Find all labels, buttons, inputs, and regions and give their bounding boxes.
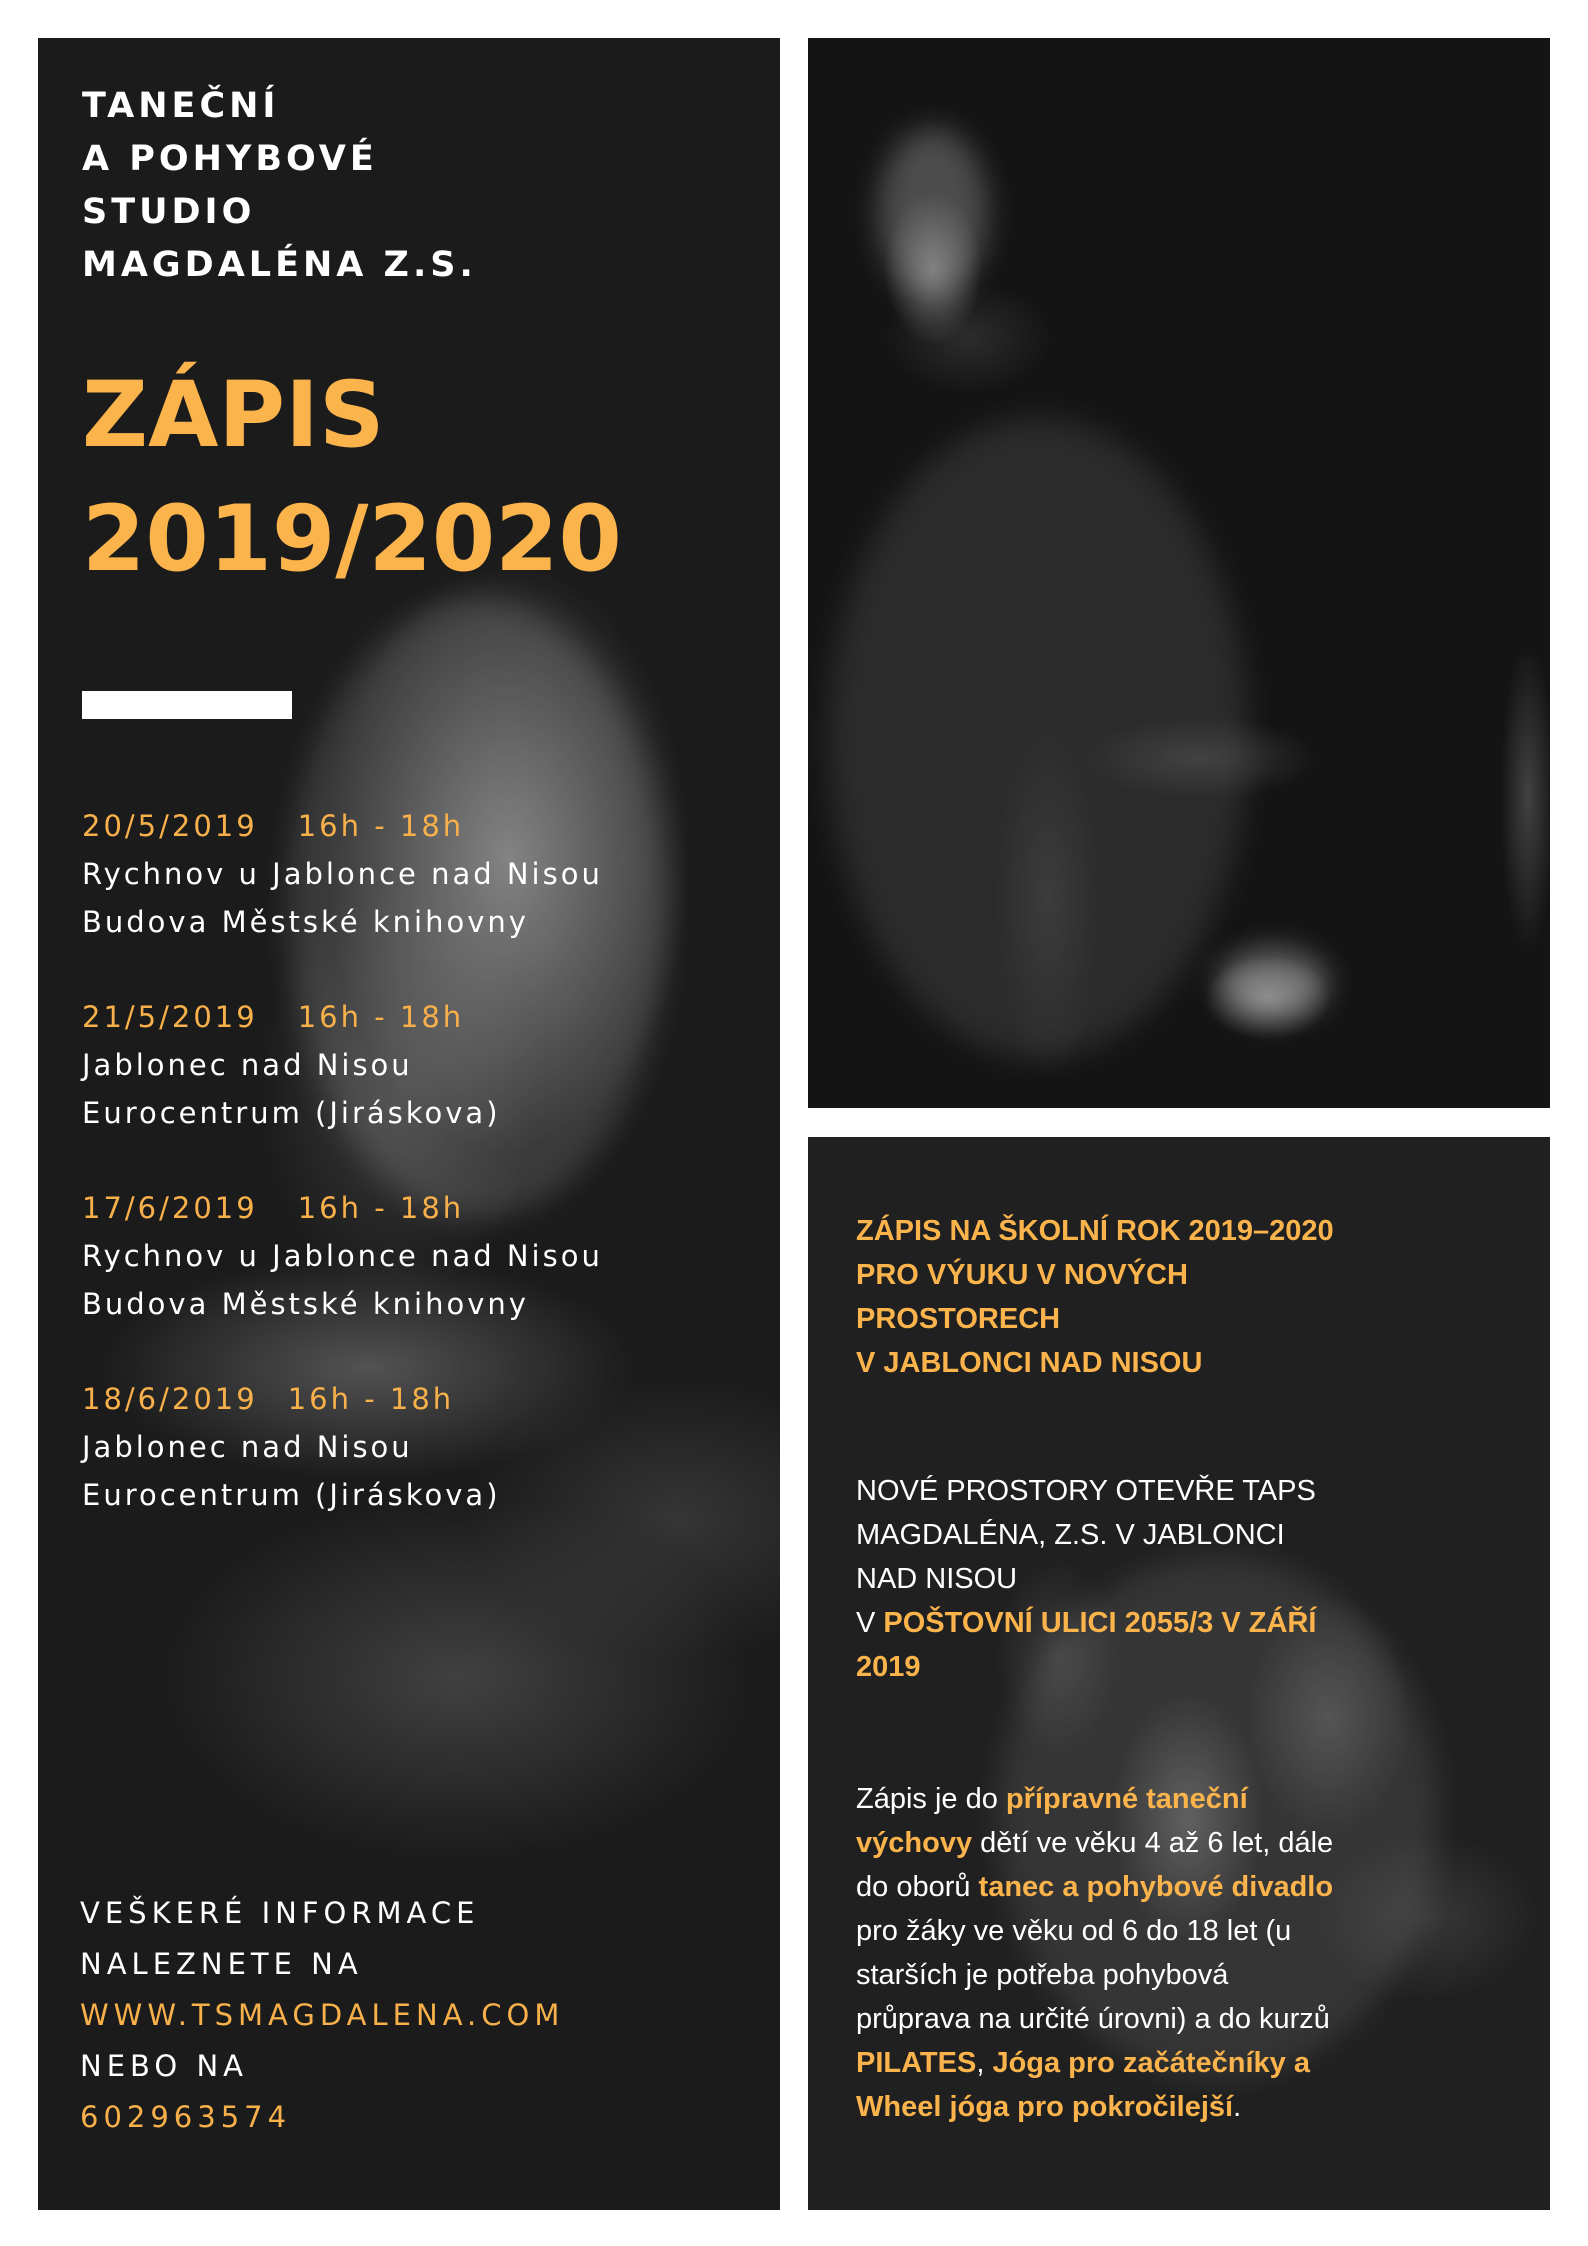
- new-premises-paragraph: [856, 1469, 1496, 1689]
- venue: Eurocentrum (Jiráskova): [82, 1478, 501, 1512]
- heading-line: PROSTORECH: [856, 1303, 1061, 1335]
- phone-number[interactable]: 602963574: [80, 2100, 292, 2134]
- enrollment-heading: [856, 1209, 1496, 1385]
- date-entry: [82, 1184, 603, 1328]
- text: ,: [976, 2047, 993, 2079]
- paragraph-line: MAGDALÉNA, Z.S. V JABLONCI: [856, 1519, 1285, 1551]
- heading-line: V JABLONCI NAD NISOU: [856, 1347, 1203, 1379]
- venue: Budova Městské knihovny: [82, 1287, 529, 1321]
- text: a: [1285, 2047, 1310, 2079]
- paragraph-line: [856, 2041, 1496, 2085]
- date: 18/6/2019: [82, 1382, 258, 1416]
- time: 16h - 18h: [297, 809, 465, 843]
- date-entry: [82, 802, 603, 946]
- place: Rychnov u Jablonce nad Nisou: [82, 1239, 603, 1273]
- highlight: přípravné taneční: [1005, 1783, 1248, 1815]
- time: 16h - 18h: [287, 1382, 455, 1416]
- date-entry: [82, 1375, 603, 1519]
- text: dětí ve věku 4 až 6 let, dále: [972, 1827, 1334, 1859]
- text: Zápis je do: [856, 1783, 1006, 1815]
- venue: Budova Městské knihovny: [82, 905, 529, 939]
- highlight: PILATES: [856, 2047, 977, 2079]
- place: Jablonec nad Nisou: [82, 1430, 413, 1464]
- paragraph-line: pro žáky ve věku od 6 do 18 let (u: [856, 1915, 1292, 1947]
- headline: [82, 354, 622, 602]
- paragraph-line: [856, 1865, 1496, 1909]
- paragraph-line: NOVÉ PROSTORY OTEVŘE TAPS: [856, 1475, 1316, 1507]
- enrollment-dates: [82, 802, 603, 1566]
- courses-paragraph: [856, 1777, 1496, 2129]
- date: 20/5/2019: [82, 809, 258, 843]
- left-panel: [38, 38, 780, 2210]
- dancer-photo: [808, 38, 1550, 1108]
- studio-name-line: A POHYBOVÉ: [82, 139, 378, 179]
- date: 17/6/2019: [82, 1191, 258, 1225]
- paragraph-line: [856, 1821, 1496, 1865]
- place: Jablonec nad Nisou: [82, 1048, 413, 1082]
- dancer-hand: [1218, 948, 1328, 1018]
- divider-bar: [82, 691, 292, 719]
- paragraph-line: NAD NISOU: [856, 1563, 1018, 1595]
- highlight: výchovy: [856, 1827, 973, 1859]
- contact-info: [80, 1888, 564, 2143]
- studio-name: [82, 80, 477, 292]
- paragraph-line: [856, 1601, 1496, 1645]
- highlight: Wheel jóga pro pokročilejší: [856, 2091, 1234, 2123]
- heading-line: ZÁPIS NA ŠKOLNÍ ROK 2019–2020: [856, 1215, 1334, 1247]
- text: V: [856, 1607, 884, 1639]
- studio-name-line: MAGDALÉNA Z.S.: [82, 245, 477, 285]
- address-line: 2019: [856, 1651, 921, 1683]
- website-link[interactable]: WWW.TSMAGDALENA.COM: [80, 1998, 565, 2032]
- date: 21/5/2019: [82, 1000, 258, 1034]
- highlight: Jóga pro začátečníky: [992, 2047, 1286, 2079]
- studio-name-line: STUDIO: [82, 192, 256, 232]
- text: do oborů: [856, 1871, 979, 1903]
- info-line: NEBO NA: [80, 2049, 248, 2083]
- time: 16h - 18h: [297, 1191, 465, 1225]
- heading-line: PRO VÝUKU V NOVÝCH: [856, 1259, 1188, 1291]
- info-line: VEŠKERÉ INFORMACE: [80, 1896, 480, 1930]
- paragraph-line: [856, 1777, 1496, 1821]
- dancer-figure: [828, 418, 1248, 1058]
- time: 16h - 18h: [297, 1000, 465, 1034]
- address: POŠTOVNÍ ULICI 2055/3 V ZÁŘÍ: [883, 1607, 1317, 1639]
- date-entry: [82, 993, 603, 1137]
- place: Rychnov u Jablonce nad Nisou: [82, 857, 603, 891]
- text: .: [1233, 2091, 1242, 2123]
- info-panel: [808, 1137, 1550, 2210]
- headline-line: 2019/2020: [82, 487, 622, 592]
- dancer-face: [878, 128, 988, 298]
- paragraph-line: průprava na určité úrovni) a do kurzů: [856, 2003, 1330, 2035]
- venue: Eurocentrum (Jiráskova): [82, 1096, 501, 1130]
- headline-line: ZÁPIS: [82, 363, 385, 468]
- info-line: NALEZNETE NA: [80, 1947, 363, 1981]
- paragraph-line: starších je potřeba pohybová: [856, 1959, 1229, 1991]
- studio-name-line: TANEČNÍ: [82, 86, 280, 126]
- paragraph-line: [856, 2085, 1496, 2129]
- highlight: tanec a pohybové divadlo: [978, 1871, 1334, 1903]
